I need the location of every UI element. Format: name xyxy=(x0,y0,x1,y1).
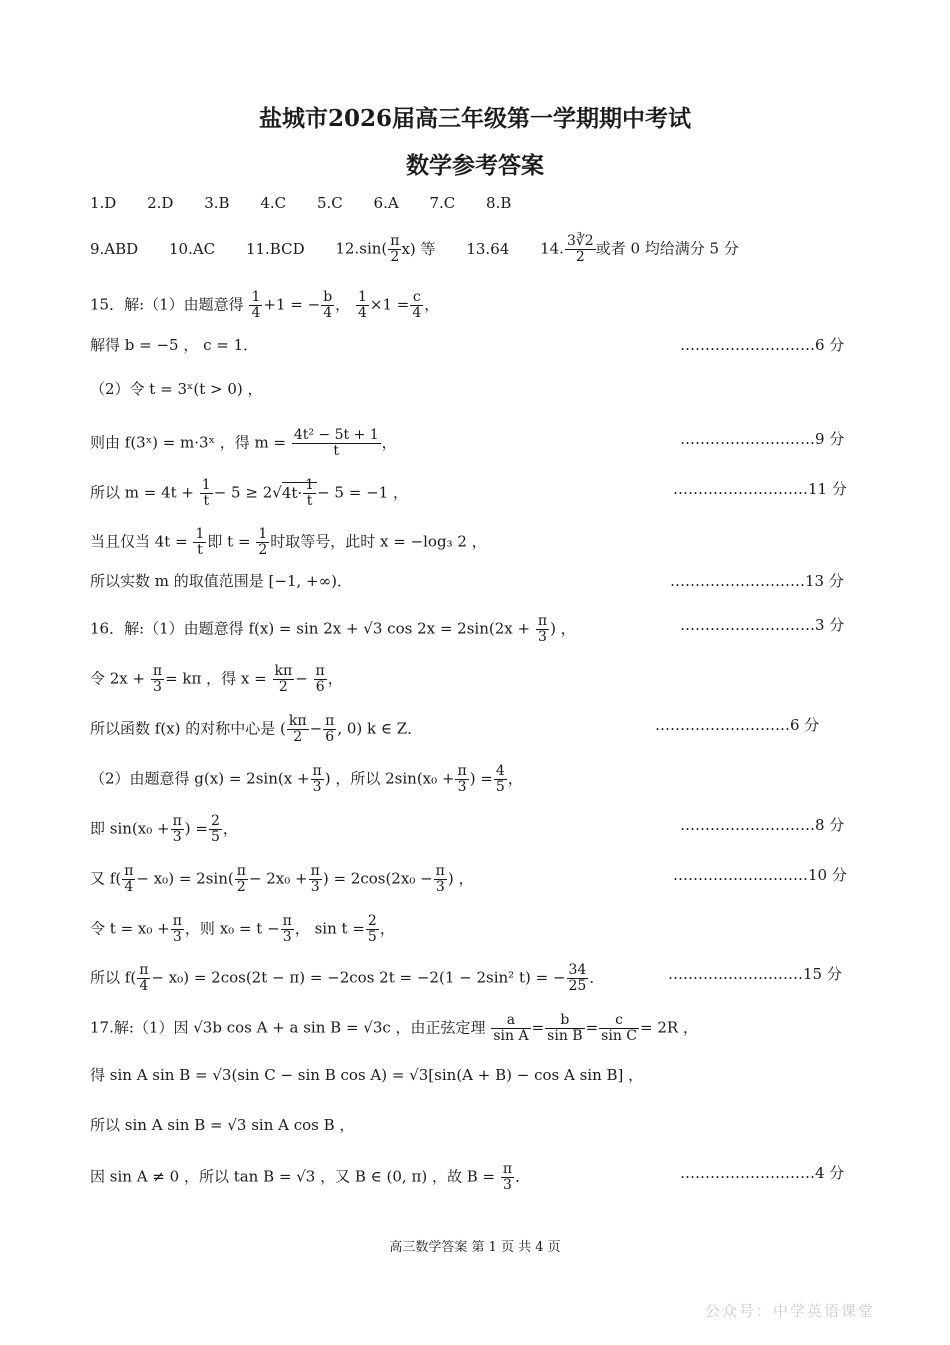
page-footer: 高三数学答案 第 1 页 共 4 页 xyxy=(389,1240,561,1255)
score-marker: ………………………6 分 xyxy=(680,336,845,354)
answer-item: 6.A xyxy=(373,194,399,212)
q15-line-3: （2）令 t = 3ˣ(t > 0) ， xyxy=(90,380,263,398)
answer-item: 1.D xyxy=(90,194,117,212)
q16-line-5: 即 sin(x₀ + $\frac{\pi}{3}$ ) = $\frac{2}{5}$ ， xyxy=(90,813,238,845)
q17-line-1: 17.解:（1）因 √3b cos A + a sin B = √3c ，由正弦定理 $\frac{a}{\text{sin A}}$ = $\frac{b}{\text{sin B}}$ = $\frac{c}{\text{sin C}}$ = 2R ， xyxy=(90,1012,698,1044)
q15-line-1: 15．解:（1）由题意得 $\frac{1}{4}$ +1 = − $\frac{b}{4}$ ， $\frac{1}{4}$ ×1 = $\frac{c}{4}$ ， xyxy=(90,289,440,321)
score-marker: ………………………9 分 xyxy=(680,430,845,448)
q15-line-6: 当且仅当 4t = $\frac{1}{t}$ 即 t = $\frac{1}{2}$ 时取等号，此时 x = −log₃ 2 ， xyxy=(90,526,487,558)
answer-item-14: 14. xyxy=(540,239,564,258)
score-marker: ………………………8 分 xyxy=(680,816,845,834)
q16-line-8: 所以 f( $\frac{\pi}{4}$ − x₀) = 2cos(2t − π) = −2cos 2t = −2(1 − 2sin² t) = − $\frac{34}{25}$ ． xyxy=(90,962,605,994)
page-subtitle: 数学参考答案 xyxy=(406,152,544,179)
q16-line-1: 16．解:（1）由题意得 f(x) = sin 2x + √3 cos 2x = 2sin(2x + $\frac{\pi}{3}$ ) ， xyxy=(90,613,576,645)
choices-row-1 xyxy=(90,192,537,214)
q15-line-5: 所以 m = 4t + $\frac{1}{t}$ − 5 ≥ 2√4t· $\frac{1}{t}$ − 5 = −1 ， xyxy=(90,477,408,509)
q17-line-3: 所以 sin A sin B = √3 sin A cos B ， xyxy=(90,1116,355,1134)
q15-line-7: 所以实数 m 的取值范围是 [−1, +∞)． xyxy=(90,572,352,590)
answer-item: 8.B xyxy=(486,194,512,212)
q16-line-6: 又 f( $\frac{\pi}{4}$ − x₀) = 2sin( $\frac{\pi}{2}$ − 2x₀ + $\frac{\pi}{3}$ ) = 2cos(2x₀ − $\frac{\pi}{3}$ ) ， xyxy=(90,863,474,895)
score-marker: ………………………11 分 xyxy=(673,480,847,498)
q15-line-2: 解得 b = −5 ， c = 1． xyxy=(90,336,259,354)
score-marker: ………………………10 分 xyxy=(673,866,847,884)
score-marker: ………………………3 分 xyxy=(680,616,845,634)
score-marker: ………………………4 分 xyxy=(680,1164,845,1182)
q17-line-2: 得 sin A sin B = √3(sin C − sin B cos A) = √3[sin(A + B) − cos A sin B] ， xyxy=(90,1066,644,1084)
answer-item-12: 12.sin( xyxy=(335,239,388,258)
score-marker: ………………………13 分 xyxy=(670,572,844,590)
watermark: 公众号：中学英语课堂 xyxy=(705,1302,876,1320)
score-marker: ………………………15 分 xyxy=(668,965,842,983)
answer-item: 11.BCD xyxy=(245,239,305,258)
page-title: 盐城市2026届高三年级第一学期期中考试 xyxy=(258,105,691,132)
answer-item: 3.B xyxy=(204,194,230,212)
answer-item: 4.C xyxy=(260,194,287,212)
q17-line-4: 因 sin A ≠ 0 ，所以 tan B = √3 ，又 B ∈ (0, π) ，故 B = $\frac{\pi}{3}$ ． xyxy=(90,1161,531,1193)
q16-line-3: 所以函数 f(x) 的对称中心是 ( $\frac{k\pi}{2}$ − $\frac{\pi}{6}$ , 0) k ∈ Z． xyxy=(90,713,423,745)
answer-item: 7.C xyxy=(429,194,456,212)
answer-item: 10.AC xyxy=(168,239,216,258)
answer-item: 13.64 xyxy=(466,239,510,258)
q16-line-2: 令 2x + $\frac{\pi}{3}$ = kπ ，得 x = $\frac{k\pi}{2}$ − $\frac{\pi}{6}$ ， xyxy=(90,663,343,695)
q16-line-7: 令 t = x₀ + $\frac{\pi}{3}$ ，则 x₀ = t − $\frac{\pi}{3}$ ， sin t = $\frac{2}{5}$ ， xyxy=(90,913,395,945)
score-marker: ………………………6 分 xyxy=(655,716,820,734)
q16-line-4: （2）由题意得 g(x) = 2sin(x + $\frac{\pi}{3}$ ) ，所以 2sin(x₀ + $\frac{\pi}{3}$ ) = $\frac{4}{5}$ ， xyxy=(90,763,523,795)
q15-line-4: 则由 f(3ˣ) = m·3ˣ ，得 m = $\frac{\text{4t² − 5t + 1}}{t}$ ， xyxy=(90,427,397,459)
answer-item: 2.D xyxy=(147,194,174,212)
answer-item: 9.ABD xyxy=(90,239,139,258)
choices-row-2: 9.ABD 10.AC 11.BCD 12.sin( $\frac{\pi}{2}$ x) 等 13.64 14. $\frac{3∛2}{2}$ 或者 0 均给满分 5 分 xyxy=(90,233,739,265)
answer-item: 5.C xyxy=(316,194,343,212)
